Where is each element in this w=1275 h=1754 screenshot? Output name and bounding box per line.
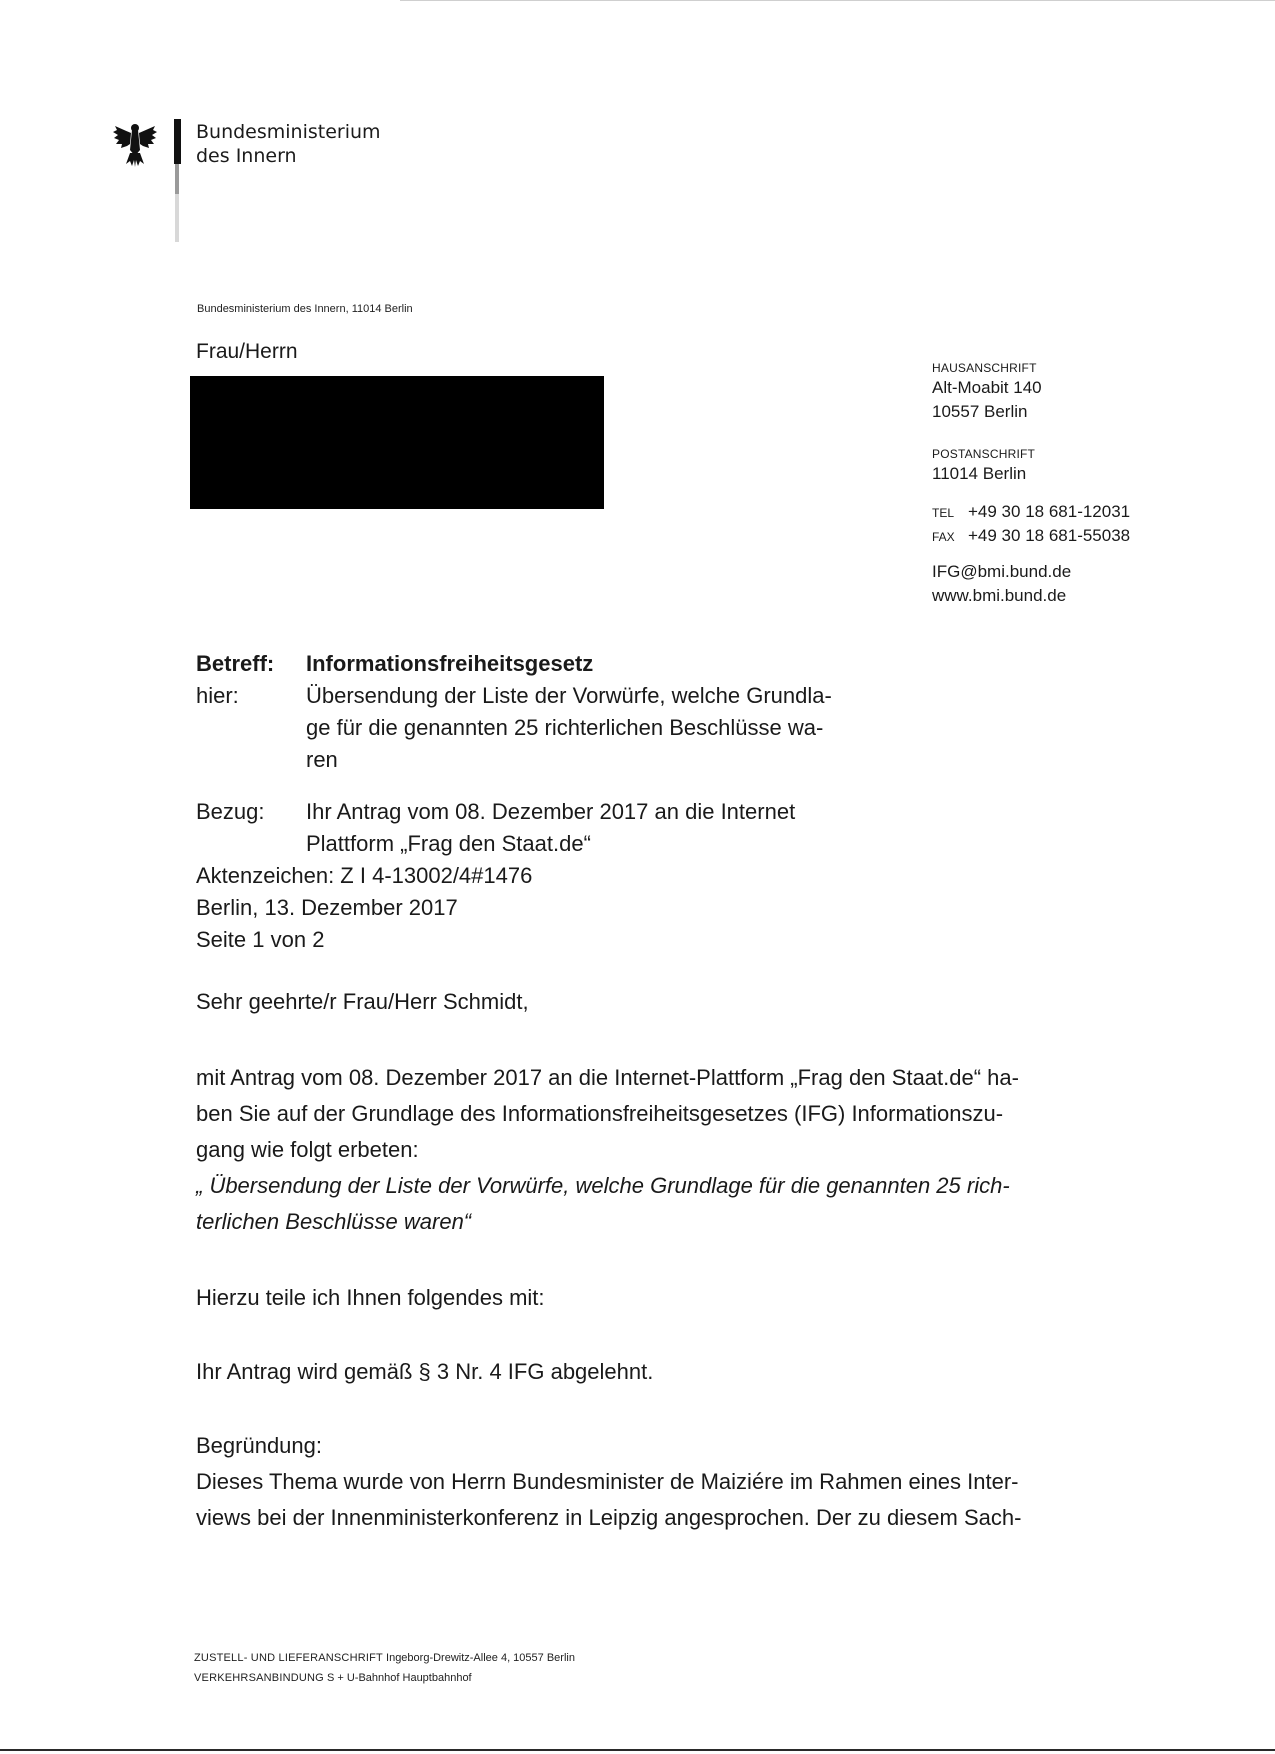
begruendung-line: views bei der Innenministerkonferenz in Leipzig angesprochen. Der zu diesem Sach- — [196, 1505, 1022, 1530]
fax-value: +49 30 18 681-55038 — [968, 526, 1131, 545]
betreff-value: Informationsfreiheitsgesetz — [306, 651, 594, 676]
tel-label: TEL — [932, 506, 955, 520]
page-number: Seite 1 von 2 — [196, 927, 325, 952]
logo-bar-grey — [175, 164, 179, 194]
footer-transport-label: VERKEHRSANBINDUNG — [194, 1672, 324, 1684]
tel-row — [932, 500, 1130, 525]
request-quote-line: terlichen Beschlüsse waren“ — [196, 1209, 472, 1234]
hier-label: hier: — [196, 683, 239, 708]
hausanschrift-street: Alt-Moabit 140 — [932, 378, 1042, 397]
bezug-value — [306, 796, 886, 860]
scan-edge-bottom — [0, 1749, 1275, 1751]
postanschrift-label: POSTANSCHRIFT — [932, 447, 1036, 461]
hier-row — [196, 680, 886, 776]
hier-line: ge für die genannten 25 richterlichen Beschlüsse wa- — [306, 715, 824, 740]
footer-delivery-address — [194, 1649, 575, 1668]
tel-value: +49 30 18 681-12031 — [968, 502, 1131, 521]
postanschrift-city: 11014 Berlin — [932, 464, 1027, 483]
hier-line: Übersendung der Liste der Vorwürfe, welche Grundla- — [306, 683, 832, 708]
scan-edge-top — [400, 0, 1275, 1]
begruendung-line: Dieses Thema wurde von Herrn Bundesminister de Maiziére im Rahmen eines Inter- — [196, 1469, 1019, 1494]
hausanschrift-city: 10557 Berlin — [932, 402, 1028, 421]
begruendung-section — [196, 1428, 1106, 1536]
sender-return-address: Bundesministerium des Innern, 11014 Berlin — [197, 303, 413, 315]
federal-eagle-icon — [113, 120, 157, 168]
bezug-label: Bezug: — [196, 799, 265, 824]
aktenzeichen: Aktenzeichen: Z I 4-13002/4#1476 — [196, 863, 533, 888]
request-quote-line: „ Übersendung der Liste der Vorwürfe, welche Grundlage für die genannten 25 rich- — [196, 1173, 1010, 1198]
redacted-recipient-address — [190, 376, 604, 509]
website: www.bmi.bund.de — [932, 586, 1067, 605]
footer-delivery-value: Ingeborg-Drewitz-Allee 4, 10557 Berlin — [386, 1652, 575, 1664]
paragraph-notice: Hierzu teile ich Ihnen folgendes mit: — [196, 1285, 545, 1310]
paragraph-decision: Ihr Antrag wird gemäß § 3 Nr. 4 IFG abgelehnt. — [196, 1359, 654, 1384]
fax-label: FAX — [932, 530, 955, 544]
logo-bar — [174, 119, 181, 164]
bezug-row — [196, 796, 886, 860]
hier-value — [306, 680, 886, 776]
hier-line: ren — [306, 747, 338, 772]
ministry-name-line1: Bundesministerium — [196, 121, 381, 143]
email: IFG@bmi.bund.de — [932, 562, 1072, 581]
logo-bar-light — [175, 194, 179, 242]
begruendung-label: Begründung: — [196, 1433, 322, 1458]
greeting: Sehr geehrte/r Frau/Herr Schmidt, — [196, 989, 529, 1014]
hausanschrift-label: HAUSANSCHRIFT — [932, 361, 1037, 375]
footer-transport — [194, 1669, 472, 1688]
paragraph-line: gang wie folgt erbeten: — [196, 1137, 419, 1162]
fax-row — [932, 524, 1130, 549]
letter-date: Berlin, 13. Dezember 2017 — [196, 895, 458, 920]
betreff-row — [196, 648, 886, 680]
bezug-line: Ihr Antrag vom 08. Dezember 2017 an die Internet — [306, 799, 796, 824]
paragraph-request — [196, 1060, 1106, 1240]
betreff-label: Betreff: — [196, 651, 275, 676]
recipient-salutation: Frau/Herrn — [196, 340, 298, 363]
bezug-line: Plattform „Frag den Staat.de“ — [306, 831, 591, 856]
paragraph-line: mit Antrag vom 08. Dezember 2017 an die Internet-Plattform „Frag den Staat.de“ ha- — [196, 1065, 1019, 1090]
footer-delivery-label: ZUSTELL- UND LIEFERANSCHRIFT — [194, 1652, 383, 1664]
footer-transport-value: S + U-Bahnhof Hauptbahnhof — [326, 1672, 472, 1684]
ministry-name — [196, 120, 381, 168]
paragraph-line: ben Sie auf der Grundlage des Informationsfreiheitsgesetzes (IFG) Informationszu- — [196, 1101, 1004, 1126]
ministry-name-line2: des Innern — [196, 145, 297, 167]
